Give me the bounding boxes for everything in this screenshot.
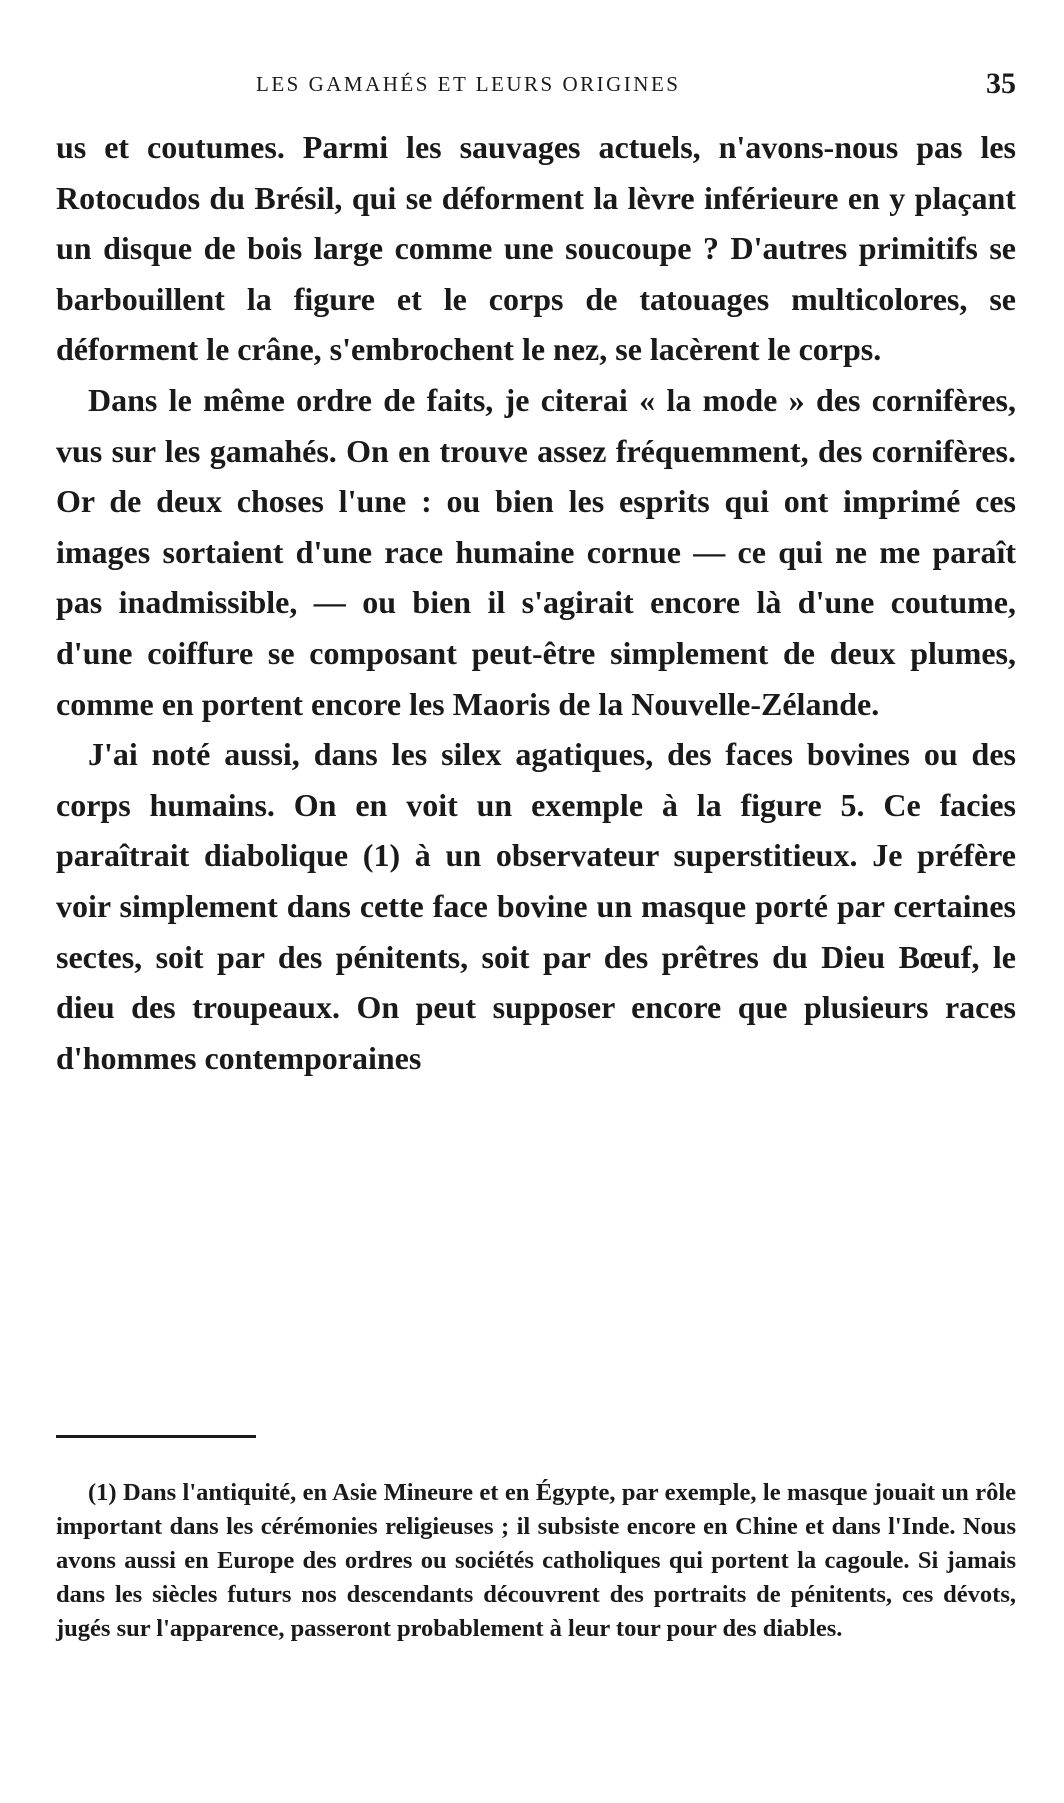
running-title: LES GAMAHÉS ET LEURS ORIGINES	[256, 72, 681, 96]
footnote-rule	[56, 1435, 256, 1438]
paragraph: J'ai noté aussi, dans les silex agatiques, des faces bovines ou des corps humains. On en voit un exemple à la figure 5. Ce facies paraîtrait diabolique (1) à un observateur superstitieux. Je préfère voir simplement dans cette face bovine un masque porté par certaines sectes, soit par des pénitents, soit par des prêtres du Dieu Bœuf, le dieu des troupeaux. On peut supposer encore que plusieurs races d'hommes contemporaines	[56, 736, 1016, 1076]
page-number: 35	[986, 67, 1016, 100]
footnote-text: (1) Dans l'antiquité, en Asie Mineure et en Égypte, par exemple, le masque jouait un rôle important dans les cérémonies religieuses ; il subsiste encore en Chine et dans l'Inde. Nous avons aussi en Europe des ordres ou sociétés catholiques qui portent la cagoule. Si jamais dans les siècles futurs nos descendants découvrent des portraits de pénitents, ces dévots, jugés sur l'apparence, passeront probablement à leur tour pour des diables.	[56, 1479, 1016, 1642]
paragraph: Dans le même ordre de faits, je citerai « la mode » des cornifères, vus sur les gamahés. On en trouve assez fréquemment, des cornifères. Or de deux choses l'une : ou bien les esprits qui ont imprimé ces images sortaient d'une race humaine cornue — ce qui ne me paraît pas inadmissible, — ou bien il s'agirait encore là d'une coutume, d'une coiffure se composant peut-être simplement de deux plumes, comme en portent encore les Maoris de la Nouvelle-Zélande.	[56, 381, 1016, 722]
running-head	[56, 64, 1016, 104]
body-text	[56, 122, 1016, 1083]
paragraph-continued: us et coutumes. Parmi les sauvages actuels, n'avons-nous pas les Rotocudos du Brésil, qui se déforment la lèvre inférieure en y plaçant un disque de bois large comme une soucoupe ? D'autres primitifs se barbouillent la figure et le corps de tatouages multicolores, se déforment le crâne, s'embrochent le nez, se lacèrent le corps.	[56, 129, 1016, 368]
footnote	[56, 1476, 1016, 1646]
